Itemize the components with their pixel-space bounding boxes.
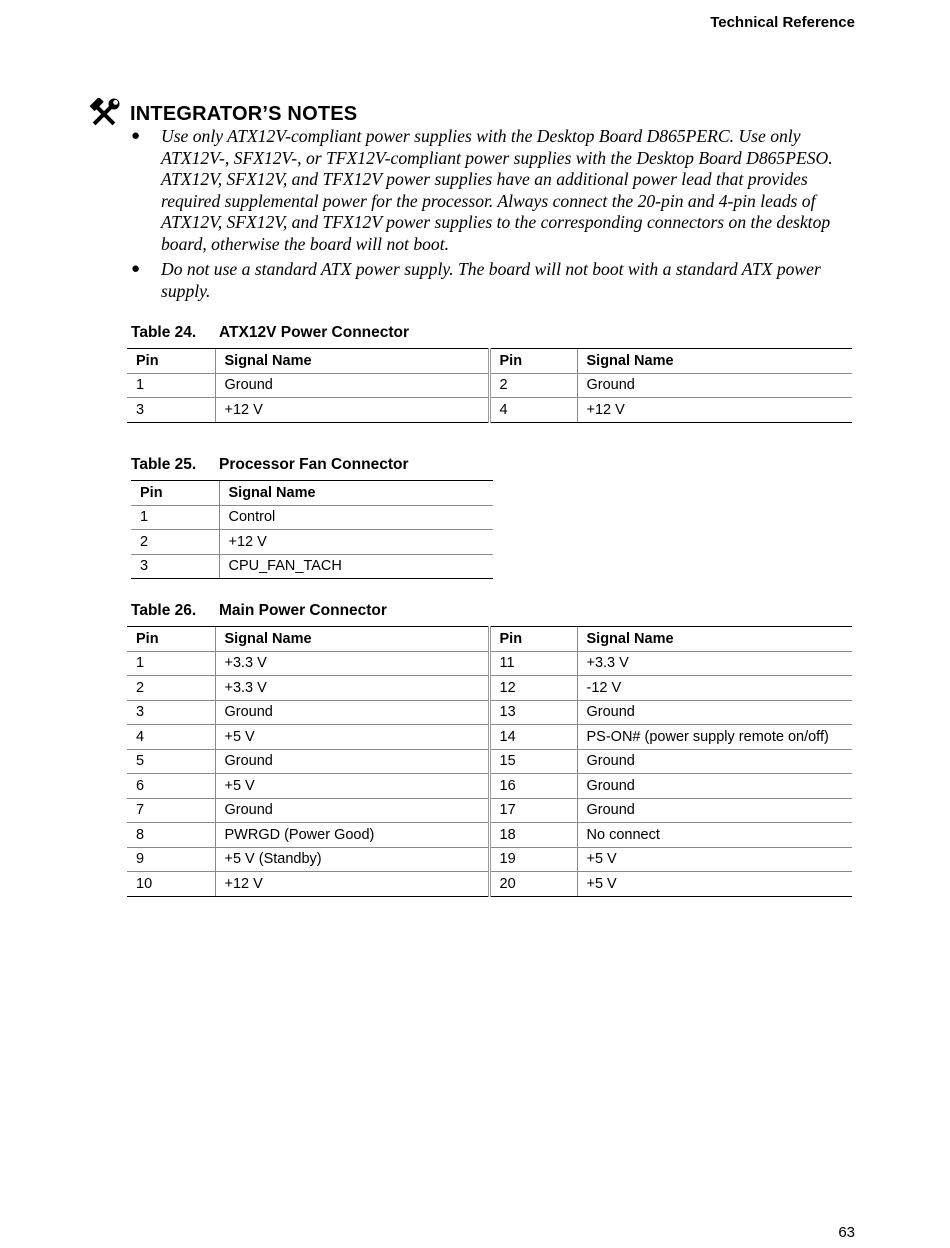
table-title: Main Power Connector bbox=[219, 602, 387, 619]
pin-cell: 3 bbox=[131, 554, 219, 579]
table-caption bbox=[131, 456, 409, 474]
table-row bbox=[127, 774, 852, 799]
pin-cell: 6 bbox=[127, 774, 215, 799]
pin-cell: 14 bbox=[489, 725, 577, 750]
bullet-icon: ● bbox=[131, 261, 141, 277]
note-item bbox=[130, 126, 860, 255]
pin-cell: 2 bbox=[489, 373, 577, 398]
signal-cell: Ground bbox=[577, 373, 852, 398]
pin-cell: 1 bbox=[127, 373, 215, 398]
signal-cell: CPU_FAN_TACH bbox=[219, 554, 493, 579]
signal-cell: +5 V bbox=[577, 872, 852, 897]
pin-cell: 4 bbox=[489, 398, 577, 423]
signal-cell: Ground bbox=[577, 700, 852, 725]
column-header: Signal Name bbox=[577, 627, 852, 652]
pin-cell: 7 bbox=[127, 798, 215, 823]
table-row bbox=[127, 725, 852, 750]
pin-cell: 18 bbox=[489, 823, 577, 848]
pin-cell: 8 bbox=[127, 823, 215, 848]
processor-fan-connector-table bbox=[131, 480, 493, 579]
signal-cell: +12 V bbox=[577, 398, 852, 423]
pin-cell: 2 bbox=[131, 530, 219, 555]
table-number: Table 26. bbox=[131, 602, 197, 619]
column-header: Pin bbox=[131, 481, 219, 506]
signal-cell: Ground bbox=[215, 798, 489, 823]
table-row bbox=[127, 651, 852, 676]
signal-cell: +5 V bbox=[577, 847, 852, 872]
column-header: Pin bbox=[489, 349, 577, 374]
atx12v-power-connector-table bbox=[127, 348, 852, 423]
signal-cell: +12 V bbox=[215, 398, 489, 423]
pin-cell: 15 bbox=[489, 749, 577, 774]
signal-cell: Ground bbox=[577, 798, 852, 823]
table-row bbox=[127, 798, 852, 823]
table-row bbox=[127, 700, 852, 725]
pin-cell: 2 bbox=[127, 676, 215, 701]
pin-cell: 1 bbox=[127, 651, 215, 676]
signal-cell: No connect bbox=[577, 823, 852, 848]
integrator-notes-title: INTEGRATOR’S NOTES bbox=[130, 102, 358, 125]
pin-cell: 13 bbox=[489, 700, 577, 725]
table-row bbox=[127, 847, 852, 872]
table-row bbox=[131, 505, 493, 530]
running-header: Technical Reference bbox=[710, 14, 855, 31]
signal-cell: Ground bbox=[215, 700, 489, 725]
pin-cell: 19 bbox=[489, 847, 577, 872]
signal-cell: +5 V bbox=[215, 774, 489, 799]
pin-cell: 10 bbox=[127, 872, 215, 897]
column-header: Signal Name bbox=[215, 627, 489, 652]
pin-cell: 20 bbox=[489, 872, 577, 897]
pin-cell: 16 bbox=[489, 774, 577, 799]
signal-cell: Ground bbox=[215, 373, 489, 398]
column-header: Signal Name bbox=[215, 349, 489, 374]
integrator-notes-list bbox=[130, 126, 860, 306]
signal-cell: +12 V bbox=[215, 872, 489, 897]
main-power-connector-table bbox=[127, 626, 852, 897]
pin-cell: 3 bbox=[127, 398, 215, 423]
signal-cell: +3.3 V bbox=[215, 651, 489, 676]
signal-cell: Ground bbox=[577, 774, 852, 799]
signal-cell: Ground bbox=[215, 749, 489, 774]
signal-cell: PS-ON# (power supply remote on/off) bbox=[577, 725, 852, 750]
pin-cell: 11 bbox=[489, 651, 577, 676]
pin-cell: 5 bbox=[127, 749, 215, 774]
column-header: Signal Name bbox=[219, 481, 493, 506]
table-number: Table 24. bbox=[131, 324, 197, 341]
pin-cell: 9 bbox=[127, 847, 215, 872]
signal-cell: +3.3 V bbox=[215, 676, 489, 701]
pin-cell: 17 bbox=[489, 798, 577, 823]
table-row bbox=[131, 554, 493, 579]
pin-cell: 3 bbox=[127, 700, 215, 725]
signal-cell: PWRGD (Power Good) bbox=[215, 823, 489, 848]
page-number: 63 bbox=[838, 1224, 855, 1241]
note-item bbox=[130, 259, 860, 302]
table-row bbox=[131, 530, 493, 555]
table-row bbox=[127, 373, 852, 398]
table-row bbox=[127, 398, 852, 423]
table-title: ATX12V Power Connector bbox=[219, 324, 410, 341]
table-row bbox=[127, 676, 852, 701]
bullet-icon: ● bbox=[131, 128, 141, 144]
signal-cell: Control bbox=[219, 505, 493, 530]
table-caption bbox=[131, 602, 387, 620]
table-row bbox=[127, 749, 852, 774]
signal-cell: +5 V bbox=[215, 725, 489, 750]
note-text: Use only ATX12V-compliant power supplies with the Desktop Board D865PERC. Use only ATX12V-, SFX12V-, or TFX12V-compliant power supplies with the Desktop Board D865PESO. ATX12V, SFX12V, and TFX12V power supplies have an additional power lead that provides required supplemental power for the processor. Always connect the 20-pin and 4-pin leads of ATX12V, SFX12V, and TFX12V power supplies to the corresponding connectors on the desktop board, otherwise the board will not boot. bbox=[161, 126, 833, 254]
signal-cell: +5 V (Standby) bbox=[215, 847, 489, 872]
table-title: Processor Fan Connector bbox=[219, 456, 409, 473]
signal-cell: Ground bbox=[577, 749, 852, 774]
table-row bbox=[127, 823, 852, 848]
signal-cell: +3.3 V bbox=[577, 651, 852, 676]
note-text: Do not use a standard ATX power supply. The board will not boot with a standard ATX power supply. bbox=[161, 259, 821, 301]
signal-cell: -12 V bbox=[577, 676, 852, 701]
tools-icon bbox=[88, 98, 120, 130]
signal-cell: +12 V bbox=[219, 530, 493, 555]
pin-cell: 1 bbox=[131, 505, 219, 530]
table-row bbox=[127, 872, 852, 897]
pin-cell: 4 bbox=[127, 725, 215, 750]
pin-cell: 12 bbox=[489, 676, 577, 701]
table-caption bbox=[131, 324, 409, 342]
column-header: Pin bbox=[127, 627, 215, 652]
column-header: Pin bbox=[127, 349, 215, 374]
column-header: Pin bbox=[489, 627, 577, 652]
table-number: Table 25. bbox=[131, 456, 197, 473]
column-header: Signal Name bbox=[577, 349, 852, 374]
